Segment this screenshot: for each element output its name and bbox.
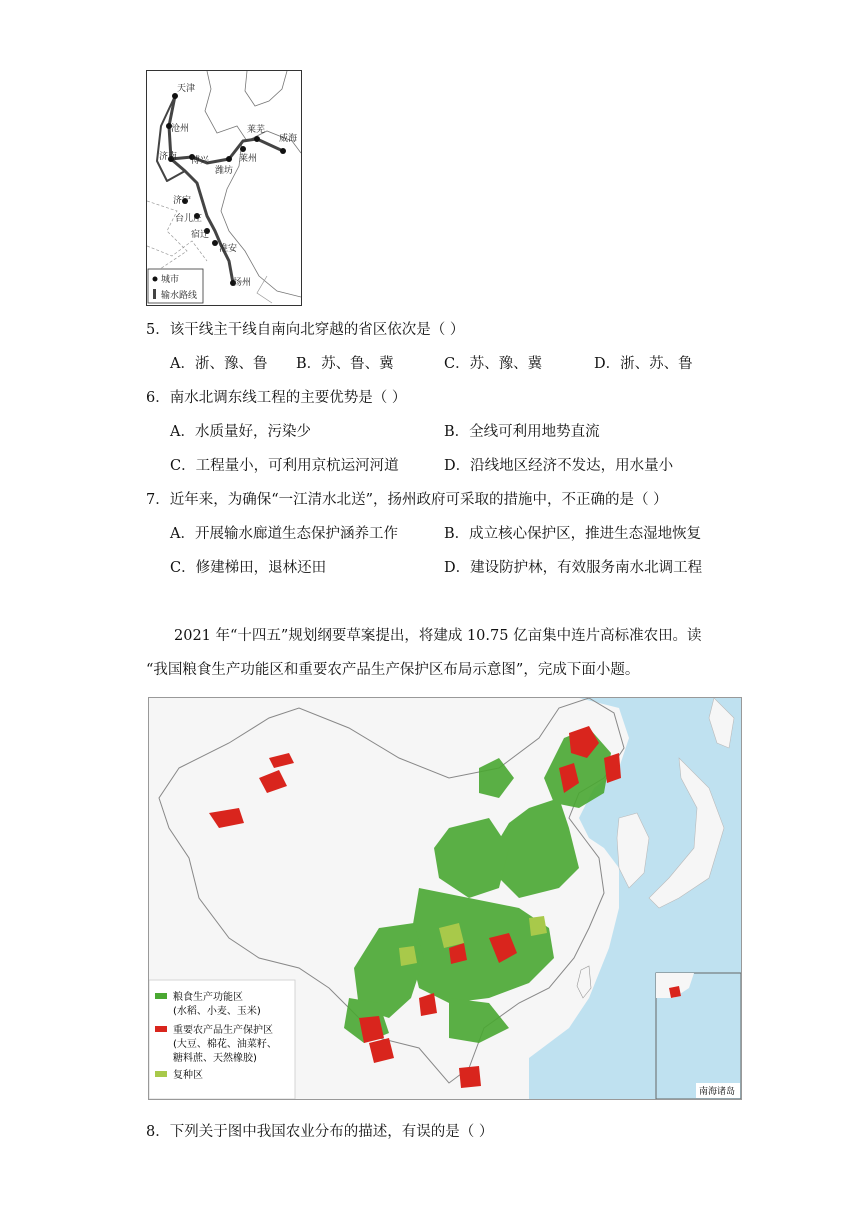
legend-route-label: 输水路线 — [161, 291, 198, 301]
city-label: 莱芜 — [247, 125, 266, 135]
question-5-stem: 5．该干线主干线自南向北穿越的省区依次是（ ） — [146, 322, 465, 338]
question-5-option-a[interactable]: A．浙、豫、鲁 — [170, 356, 268, 372]
province-border — [147, 241, 207, 261]
question-5-option-c[interactable]: C．苏、豫、冀 — [444, 356, 543, 372]
legend-multi-swatch — [155, 1071, 167, 1077]
legend-city-label: 城市 — [161, 275, 180, 285]
city-label: 博兴 — [191, 156, 210, 166]
question-6-option-b[interactable]: B．全线可利用地势直流 — [444, 424, 600, 440]
inset-protect-area — [669, 986, 681, 998]
question-6-option-a[interactable]: A．水质量好，污染少 — [170, 424, 311, 440]
agriculture-map-svg — [149, 698, 741, 1099]
legend-grain-subtitle: (水稻、小麦、玉米) — [173, 1006, 261, 1017]
legend-protect-swatch — [155, 1026, 167, 1032]
passage-line-1: 2021 年“十四五”规划纲要草案提出，将建成 10.75 亿亩集中连片高标准农田。读 — [174, 628, 702, 644]
city-label: 沧州 — [171, 124, 190, 134]
question-7-option-b[interactable]: B．成立核心保护区，推进生态湿地恢复 — [444, 526, 702, 542]
legend-route-swatch — [153, 289, 156, 299]
water-route-map-svg — [147, 71, 301, 305]
province-border — [147, 201, 187, 271]
city-label: 济南 — [159, 152, 178, 162]
question-7-option-c[interactable]: C．修建梯田，退林还田 — [170, 560, 327, 576]
question-6-stem: 6．南水北调东线工程的主要优势是（ ） — [146, 390, 407, 406]
legend-protect-title: 重要农产品生产保护区 — [173, 1025, 273, 1036]
city-label: 扬州 — [233, 278, 252, 288]
question-7-option-a[interactable]: A．开展输水廊道生态保护涵养工作 — [170, 526, 398, 542]
city-label: 潍坊 — [215, 166, 234, 176]
river — [257, 276, 272, 303]
legend-grain-title: 粮食生产功能区 — [173, 992, 243, 1003]
water-route-map — [146, 70, 302, 306]
city-label: 淮安 — [219, 244, 238, 254]
legend-grain-swatch — [155, 993, 167, 999]
city-label: 莱州 — [239, 154, 258, 164]
coastline — [245, 71, 287, 106]
question-6-option-d[interactable]: D．沿线地区经济不发达，用水量小 — [444, 458, 674, 474]
question-5-option-d[interactable]: D．浙、苏、鲁 — [594, 356, 693, 372]
passage-line-2: “我国粮食生产功能区和重要农产品生产保护区布局示意图”，完成下面小题。 — [146, 662, 640, 678]
question-7-option-d[interactable]: D．建设防护林，有效服务南水北调工程 — [444, 560, 703, 576]
question-5-option-b[interactable]: B．苏、鲁、冀 — [296, 356, 394, 372]
question-6-option-c[interactable]: C．工程量小，可利用京杭运河河道 — [170, 458, 399, 474]
legend-city-dot — [153, 277, 158, 282]
legend-protect-subtitle-2: 糖料蔗、天然橡胶) — [173, 1053, 257, 1064]
question-8-stem: 8．下列关于图中我国农业分布的描述，有误的是（ ） — [146, 1124, 494, 1140]
city-label: 宿迁 — [191, 230, 210, 240]
legend-multi-label: 复种区 — [173, 1070, 203, 1081]
agriculture-map — [148, 697, 742, 1100]
inset-label: 南海诸岛 — [699, 1087, 736, 1097]
legend-protect-subtitle-1: (大豆、棉花、油菜籽、 — [173, 1039, 277, 1050]
city-label: 济宁 — [173, 196, 192, 206]
coastline — [221, 141, 301, 297]
city-label: 天津 — [177, 84, 196, 94]
city-label: 威海 — [279, 134, 298, 144]
question-7-stem: 7．近年来，为确保“一江清水北送”，扬州政府可采取的措施中，不正确的是（ ） — [146, 492, 668, 508]
city-label: 台儿庄 — [175, 214, 203, 224]
